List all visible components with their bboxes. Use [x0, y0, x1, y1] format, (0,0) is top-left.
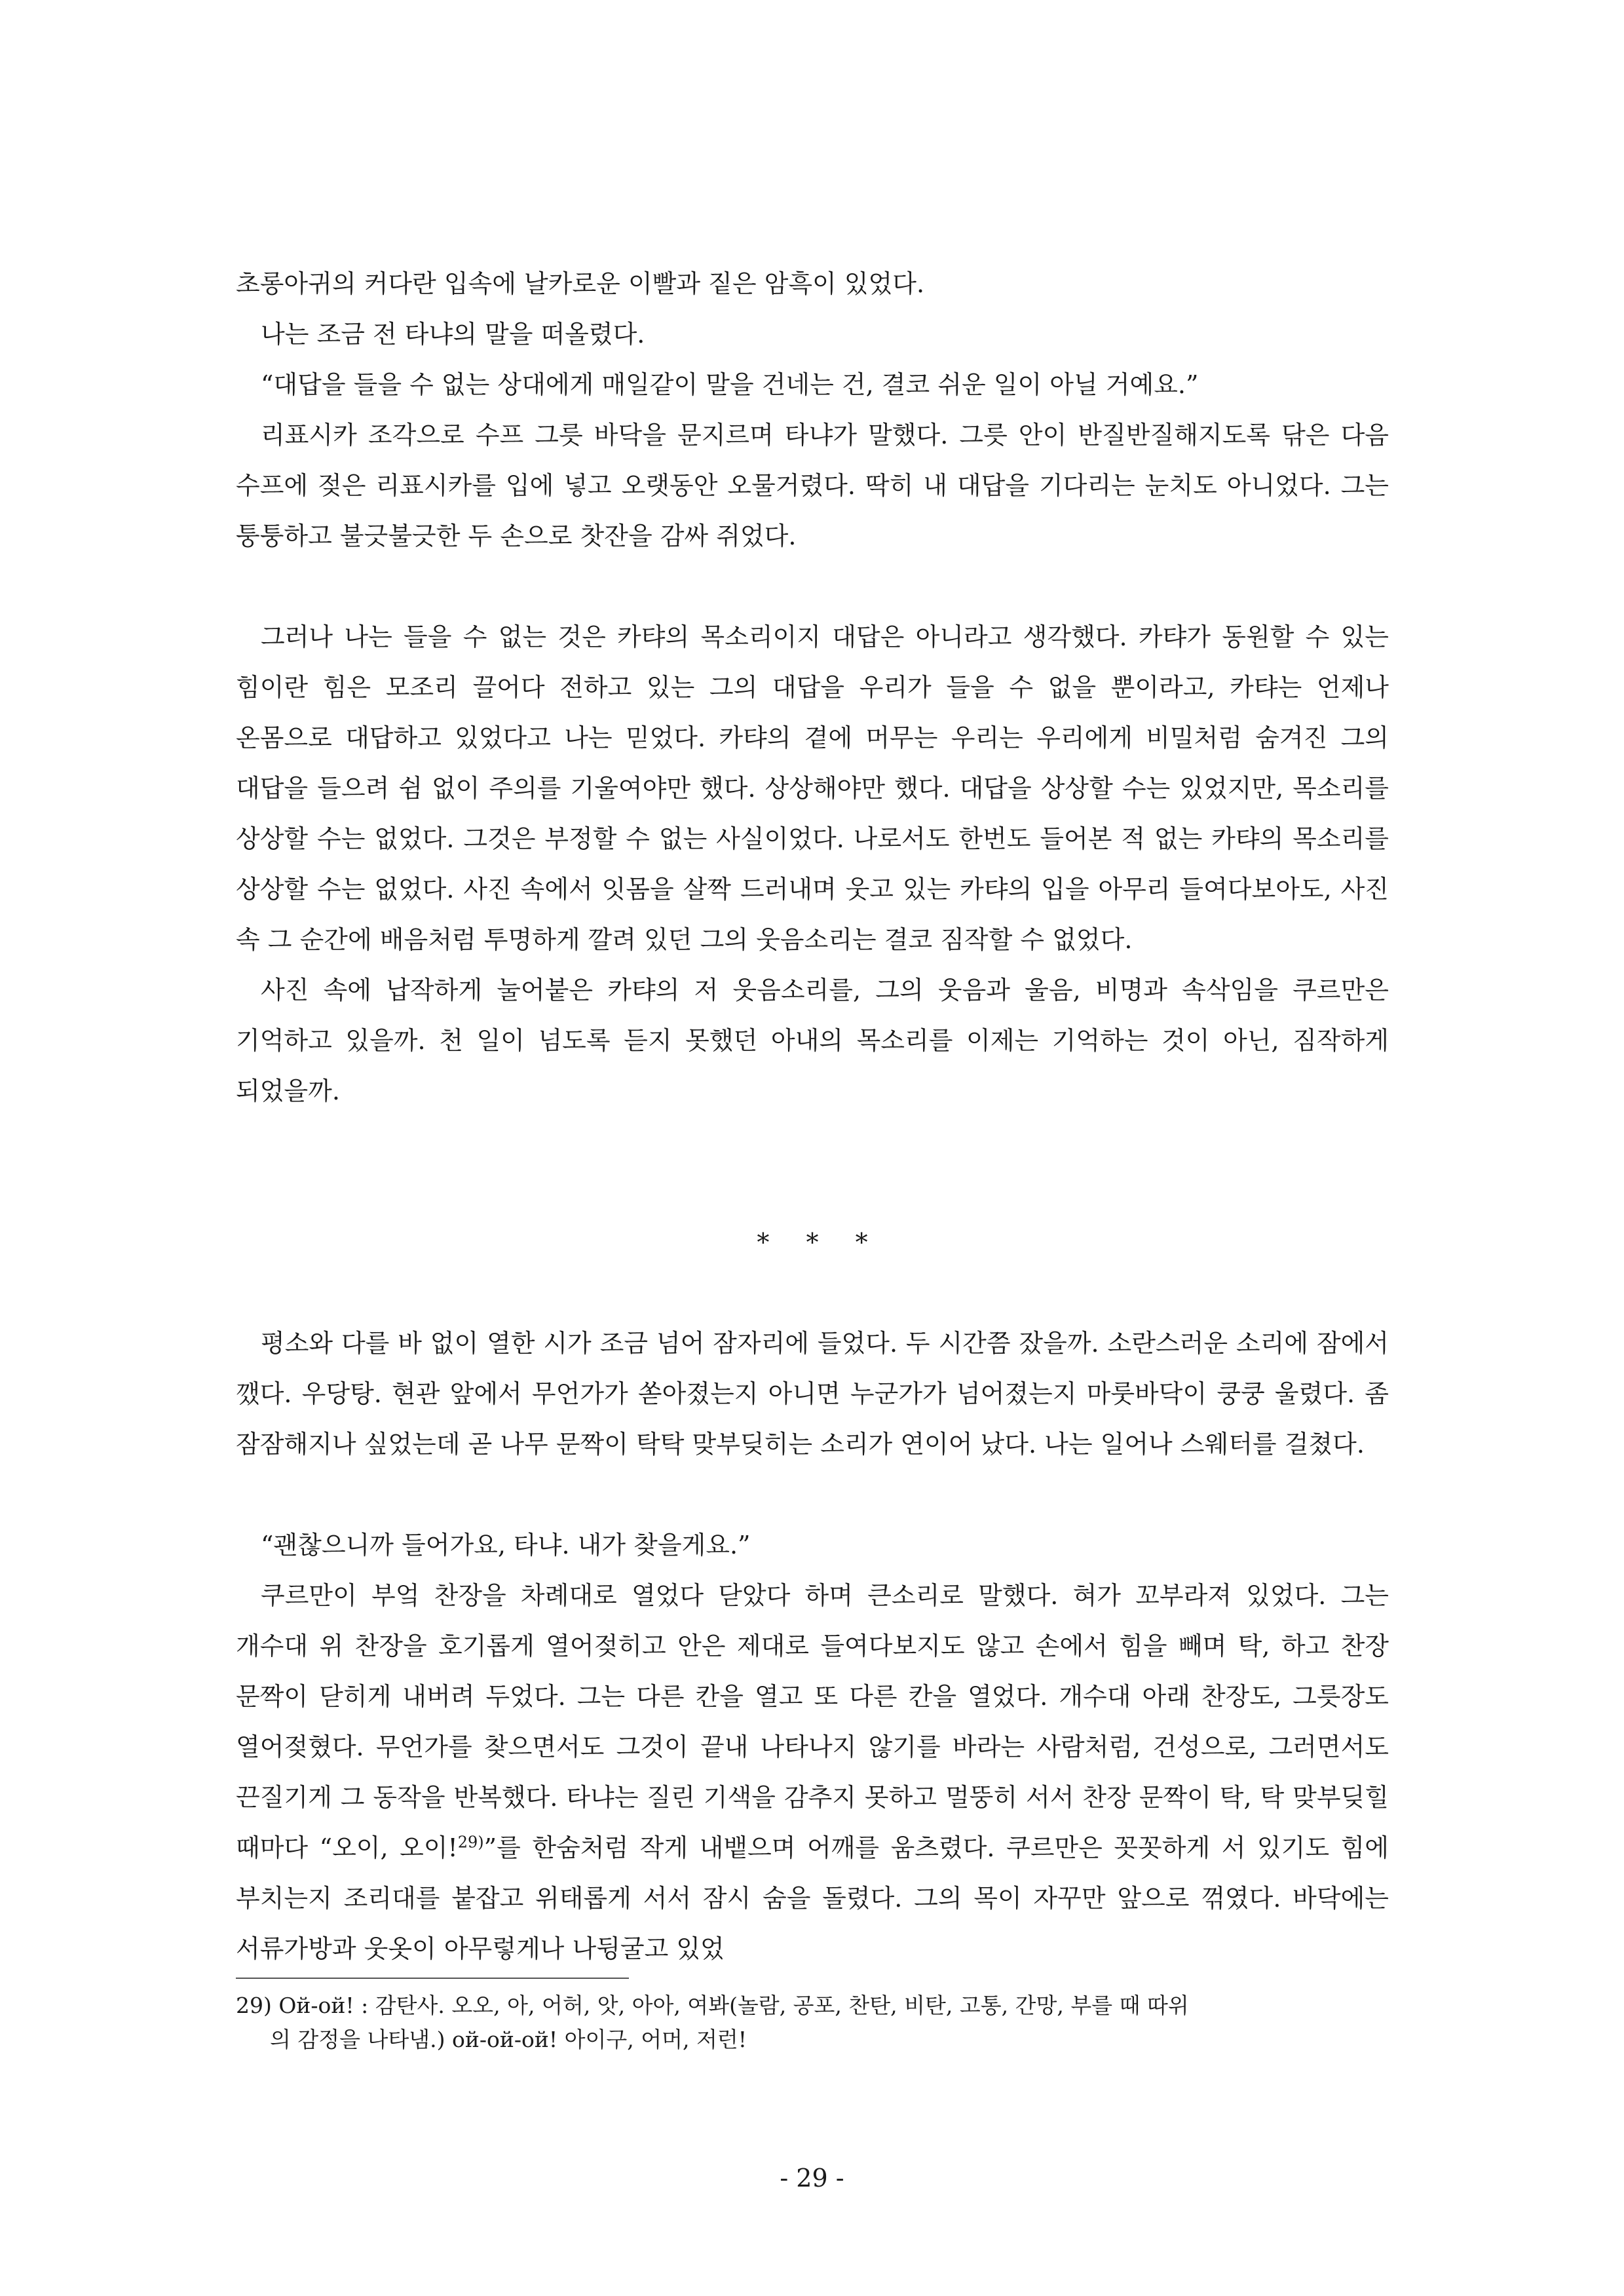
paragraph: 나는 조금 전 타냐의 말을 떠올렸다. [261, 320, 645, 349]
paragraph-with-footnote [236, 1571, 1389, 1974]
paragraph: 초롱아귀의 커다란 입속에 날카로운 이빨과 짙은 암흑이 있었다. [236, 269, 925, 298]
page-body [236, 259, 1389, 1974]
paragraph-text-continued: ”를 한숨처럼 작게 내뱉으며 어깨를 움츠렸다. 쿠르만은 꼿꼿하게 서 있기도 힘에 부치는지 조리대를 붙잡고 위태롭게 서서 잠시 숨을 돌렸다. 그의 목이 자꾸만 앞으로 꺾였다. 바닥에는 서류가방과 웃옷이 아무렇게나 나뒹굴고 있었 [236, 1833, 1389, 1963]
paragraph-text: 쿠르만이 부엌 찬장을 차례대로 열었다 닫았다 하며 큰소리로 말했다. 혀가 꼬부라져 있었다. 그는 개수대 위 찬장을 호기롭게 열어젖히고 안은 제대로 들여다보지도 않고 손에서 힘을 빼며 탁, 하고 찬장 문짝이 닫히게 내버려 두었다. 그는 다른 칸을 열고 또 다른 칸을 열었다. 개수대 아래 찬장도, 그릇장도 열어젖혔다. 무언가를 찾으면서도 그것이 끝내 나타나지 않기를 바라는 사람처럼, 건성으로, 그러면서도 끈질기게 그 동작을 반복했다. 타냐는 질린 기색을 감추지 못하고 멀뚱히 서서 찬장 문짝이 탁, 탁 맞부딪힐 때마다 “오이, 오이! [236, 1581, 1389, 1862]
paragraph-gap [236, 1470, 1389, 1520]
section-gap [236, 1167, 1389, 1217]
paragraph: 평소와 다를 바 없이 열한 시가 조금 넘어 잠자리에 들었다. 두 시간쯤 잤을까. 소란스러운 소리에 잠에서 깼다. 우당탕. 현관 앞에서 무언가가 쏟아졌는지 아니면 누군가가 넘어졌는지 마룻바닥이 쿵쿵 울렸다. 좀 잠잠해지나 싶었는데 곧 나무 문짝이 탁탁 맞부딪히는 소리가 연이어 났다. 나는 일어나 스웨터를 걸쳤다. [236, 1329, 1389, 1459]
dialogue-paragraph: “대답을 들을 수 없는 상대에게 매일같이 말을 건네는 건, 결코 쉬운 일이 아닐 거예요.” [261, 370, 1199, 399]
section-gap [236, 1268, 1389, 1318]
page-number: - 29 - [780, 2164, 844, 2192]
footnote-line: 29) Ой-ой! : 감탄사. 오오, 아, 어허, 앗, 아아, 여봐(놀람, 공포, 찬탄, 비탄, 고통, 간망, 부를 때 따위 [236, 1993, 1189, 2018]
dialogue-paragraph: “괜찮으니까 들어가요, 타냐. 내가 찾을게요.” [261, 1531, 751, 1559]
paragraph: 리표시카 조각으로 수프 그릇 바닥을 문지르며 타냐가 말했다. 그릇 안이 반질반질해지도록 닦은 다음 수프에 젖은 리표시카를 입에 넣고 오랫동안 오물거렸다. 딱히 내 대답을 기다리는 눈치도 아니었다. 그는 퉁퉁하고 불긋불긋한 두 손으로 찻잔을 감싸 쥐었다. [236, 421, 1389, 550]
text-block-bottom [236, 1318, 1389, 1974]
paragraph: 그러나 나는 들을 수 없는 것은 카탸의 목소리이지 대답은 아니라고 생각했다. 카탸가 동원할 수 있는 힘이란 힘은 모조리 끌어다 전하고 있는 그의 대답을 우리가 들을 수 없을 뿐이라고, 카탸는 언제나 온몸으로 대답하고 있었다고 나는 믿었다. 카탸의 곁에 머무는 우리는 우리에게 비밀처럼 숨겨진 그의 대답을 들으려 쉼 없이 주의를 기울여야만 했다. 상상해야만 했다. 대답을 상상할 수는 있었지만, 목소리를 상상할 수는 없었다. 그것은 부정할 수 없는 사실이었다. 나로서도 한번도 들어본 적 없는 카탸의 목소리를 상상할 수는 없었다. 사진 속에서 잇몸을 살짝 드러내며 웃고 있는 카탸의 입을 아무리 들여다보아도, 사진 속 그 순간에 배음처럼 투명하게 깔려 있던 그의 웃음소리는 결코 짐작할 수 없었다. [236, 622, 1389, 954]
paragraph: 사진 속에 납작하게 눌어붙은 카탸의 저 웃음소리를, 그의 웃음과 울음, 비명과 속삭임을 쿠르만은 기억하고 있을까. 천 일이 넘도록 듣지 못했던 아내의 목소리를 이제는 기억하는 것이 아닌, 짐작하게 되었을까. [236, 976, 1389, 1105]
section-gap [236, 1117, 1389, 1167]
footnote [236, 1989, 1389, 2057]
text-block-top [236, 259, 1389, 1117]
footnote-reference[interactable]: 29) [457, 1833, 484, 1852]
footnote-line-continued: 의 감정을 나타냄.) ой-ой-ой! 아이구, 어머, 저런! [270, 2027, 747, 2052]
paragraph-gap [236, 562, 1389, 612]
section-separator: * * * [757, 1228, 882, 1257]
footnote-divider [236, 1978, 629, 1979]
